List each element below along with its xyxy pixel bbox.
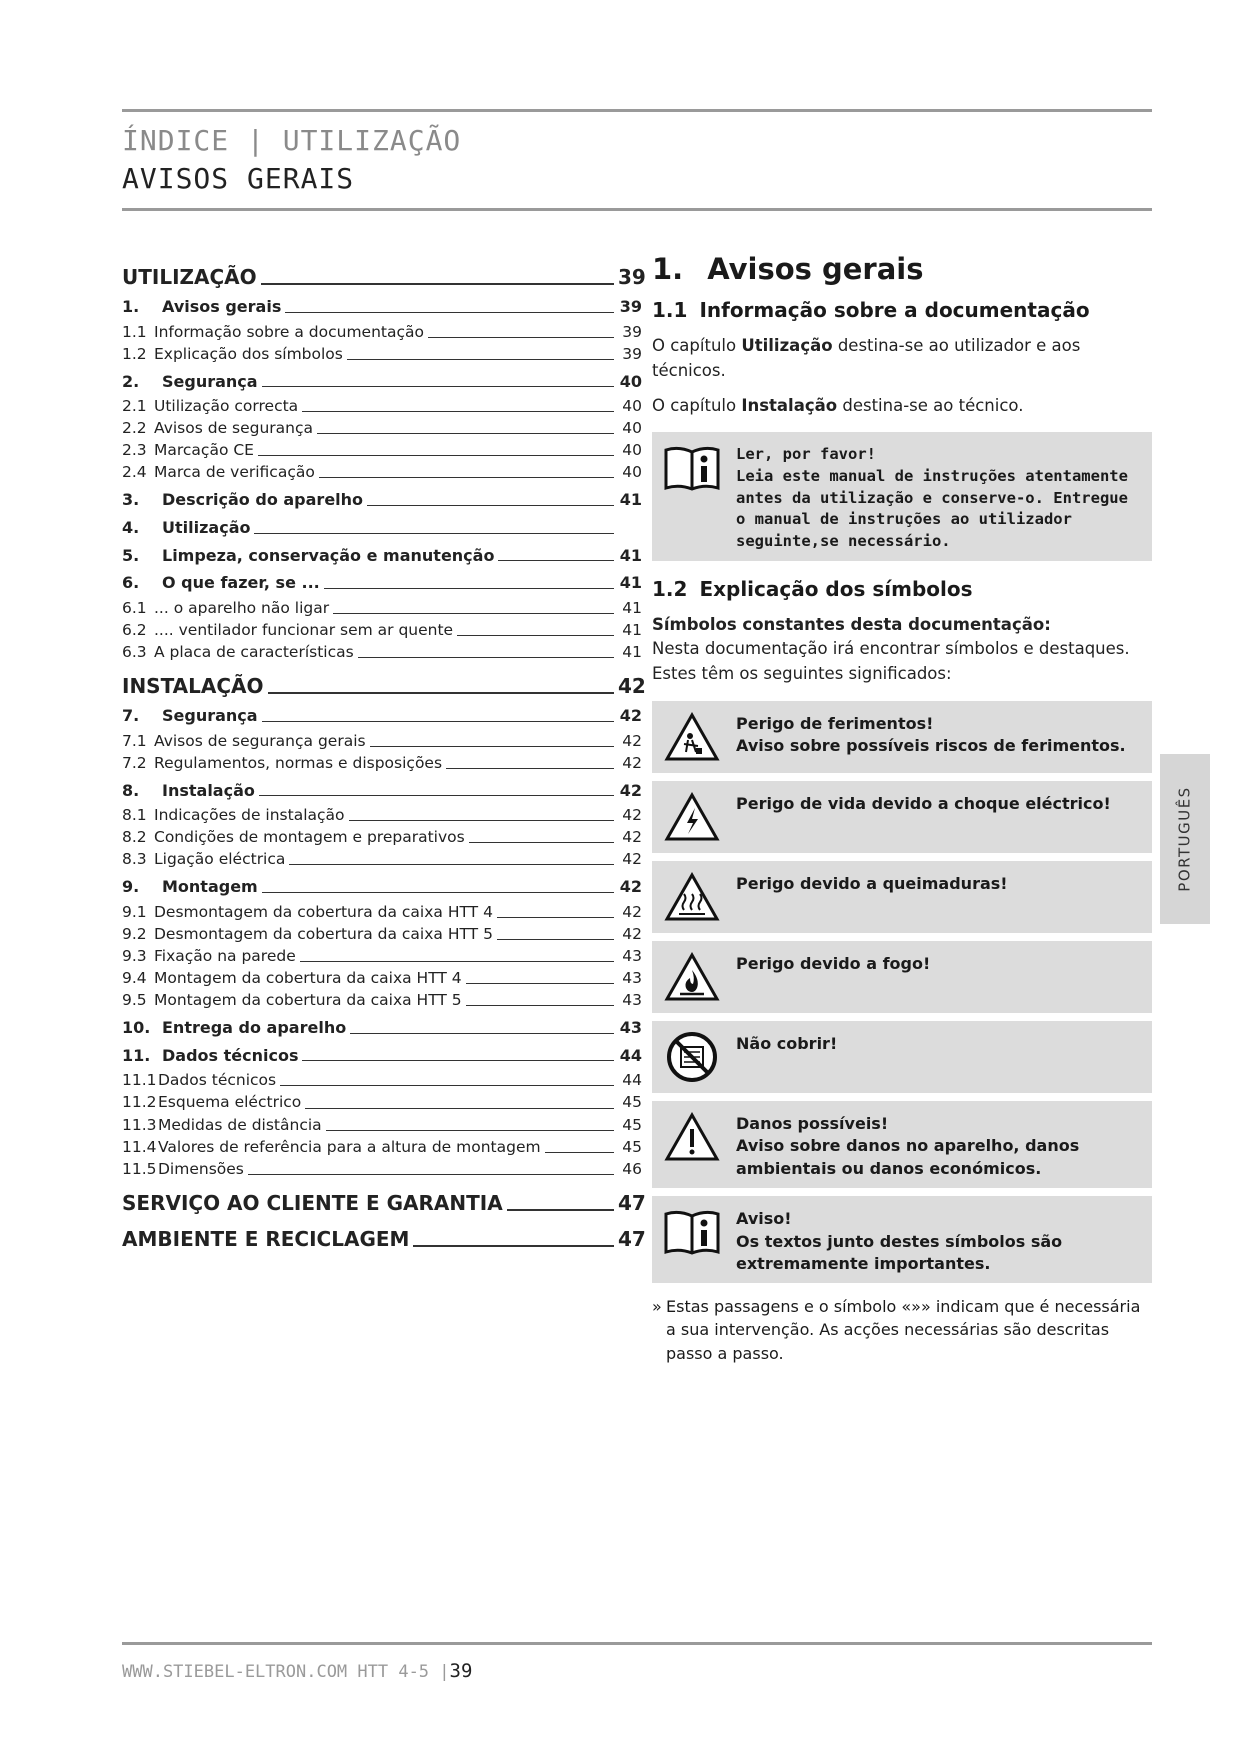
subsection-number: 1.1 (652, 298, 688, 322)
toc-entry (122, 926, 642, 943)
toc-entry-title: Entrega do aparelho (162, 1018, 347, 1038)
toc-entry-page: 44 (619, 1045, 642, 1065)
toc-entry (122, 464, 642, 481)
toc-entry-number: 9.1 (122, 903, 147, 921)
toc-entry (122, 1094, 642, 1111)
toc-entry-number: 9.5 (122, 991, 147, 1010)
text: O capítulo (652, 395, 742, 415)
symbol-title: Perigo devido a fogo! (736, 953, 931, 973)
toc-entry-number: 8.1 (122, 806, 147, 825)
toc-entry (122, 948, 642, 965)
do-not-cover-icon (660, 1029, 724, 1085)
subsection-title: Explicação dos símbolos (699, 576, 973, 601)
toc-entry-page: 45 (622, 1115, 642, 1134)
toc-entry-title: Montagem da cobertura da caixa HTT 5 (154, 991, 462, 1010)
section-heading-1 (652, 252, 1152, 286)
symbol-box (652, 781, 1152, 853)
toc-entry-number: 1.2 (122, 344, 147, 363)
toc-entry-page: 42 (622, 806, 642, 825)
toc-leader-line (289, 864, 614, 865)
page-number: 39 (449, 1660, 473, 1682)
toc-entry (122, 600, 642, 617)
language-tab (1160, 754, 1210, 924)
toc-entry-page: 42 (622, 925, 642, 944)
read-manual-box (652, 432, 1152, 560)
symbol-description: Aviso sobre possíveis riscos de ferimentos. (736, 736, 1126, 756)
toc-entry-title: Montagem (162, 877, 258, 897)
symbol-description: Aviso sobre danos no aparelho, danos ambientais ou danos económicos. (736, 1136, 1080, 1178)
header-title-line1: ÍNDICE | UTILIZAÇÃO (122, 124, 462, 157)
toc-entry-number: 10. (122, 1018, 151, 1038)
toc-leader-line (302, 1060, 614, 1061)
action-marker: » (652, 1297, 662, 1317)
toc-entry-title: SERVIÇO AO CLIENTE E GARANTIA (122, 1190, 503, 1215)
symbol-title: Não cobrir! (736, 1033, 838, 1053)
toc-entry-number: 2.3 (122, 441, 147, 460)
toc-leader-line (262, 892, 614, 893)
toc-entry (122, 673, 646, 698)
text: destina-se ao técnico. (837, 395, 1024, 415)
toc-entry (122, 829, 642, 846)
header-bottom-rule (122, 208, 1152, 211)
toc-entry-title: Dimensões (158, 1159, 244, 1178)
toc-entry-page: 40 (622, 419, 642, 438)
page-footer (122, 1660, 472, 1682)
toc-entry-page: 42 (618, 673, 646, 698)
electric-shock-icon (660, 789, 724, 845)
toc-leader-line (497, 939, 614, 940)
toc-leader-line (317, 433, 614, 434)
toc-entry-page: 42 (619, 877, 642, 897)
toc-leader-line (358, 657, 614, 658)
toc-leader-line (497, 917, 614, 918)
toc-entry-page: 39 (622, 322, 642, 341)
symbol-box (652, 701, 1152, 773)
toc-entry-number: 3. (122, 490, 140, 510)
toc-entry-page: 47 (618, 1226, 646, 1251)
toc-leader-line (259, 795, 614, 796)
symbols-intro: Nesta documentação irá encontrar símbolos e destaques. Estes têm os seguintes significados: (652, 639, 1130, 684)
toc-entry (122, 547, 642, 565)
toc-entry-number: 11.3 (122, 1115, 157, 1134)
toc-leader-line (280, 1085, 614, 1086)
toc-entry (122, 442, 642, 459)
toc-entry-number: 8. (122, 780, 140, 800)
symbol-box (652, 861, 1152, 933)
toc-entry (122, 265, 646, 289)
toc-entry-page: 45 (622, 1137, 642, 1156)
toc-entry-title: Avisos de segurança gerais (154, 731, 366, 750)
injury-warning-icon (660, 709, 724, 765)
toc-entry-number: 2.2 (122, 419, 147, 438)
toc-entry (122, 346, 642, 363)
toc-entry-number: 6.1 (122, 598, 147, 617)
toc-entry (122, 398, 642, 415)
toc-entry (122, 324, 642, 341)
symbol-title: Aviso! (736, 1209, 792, 1229)
toc-entry-number: 7. (122, 705, 140, 725)
toc-leader-line (261, 283, 614, 285)
toc-entry (122, 807, 642, 824)
toc-leader-line (262, 721, 614, 722)
toc-leader-line (268, 692, 614, 694)
toc-entry-number: 9.3 (122, 947, 147, 966)
symbol-text (724, 1109, 1144, 1180)
language-tab-label: PORTUGUÊS (1176, 786, 1194, 892)
toc-entry (122, 1161, 642, 1178)
toc-entry-title: Desmontagem da cobertura da caixa HTT 5 (154, 925, 493, 944)
toc-entry-title: .... ventilador funcionar sem ar quente (154, 620, 454, 639)
toc-entry-title: Regulamentos, normas e disposições (154, 753, 443, 772)
section-title: Avisos gerais (707, 252, 924, 286)
toc-entry (122, 782, 642, 800)
toc-entry-title: ... o aparelho não ligar (154, 598, 330, 617)
text: destina-se ao utilizador e aos técnicos. (652, 336, 1081, 380)
toc-entry (122, 992, 642, 1009)
toc-leader-line (413, 1245, 614, 1247)
toc-entry-title: Dados técnicos (158, 1071, 277, 1090)
toc-leader-line (457, 635, 614, 636)
toc-entry-number: 9. (122, 877, 140, 897)
toc-entry-page: 42 (622, 850, 642, 869)
subsection-title: Informação sobre a documentação (699, 298, 1090, 322)
toc-leader-line (367, 505, 614, 506)
toc-entry-page: 46 (622, 1159, 642, 1178)
toc-entry-page: 40 (622, 441, 642, 460)
toc-entry-page: 41 (622, 642, 642, 661)
toc-entry (122, 574, 642, 592)
toc-leader-line (324, 588, 614, 589)
toc-entry-number: 2.1 (122, 397, 147, 416)
toc-entry (122, 420, 642, 437)
symbol-text (724, 789, 1144, 815)
toc-entry-page: 40 (622, 397, 642, 416)
content-column (652, 252, 1152, 1365)
toc-entry (122, 707, 642, 725)
toc-entry-number: 11.2 (122, 1093, 157, 1112)
toc-entry (122, 970, 642, 987)
toc-entry (122, 373, 642, 391)
toc-leader-line (370, 746, 614, 747)
toc-leader-line (319, 477, 614, 478)
toc-entry-title: O que fazer, se ... (162, 573, 320, 593)
toc-entry-page: 43 (622, 947, 642, 966)
symbol-text (724, 1029, 1144, 1055)
symbol-box (652, 1196, 1152, 1283)
footer-rule (122, 1642, 1152, 1645)
toc-entry-title: Valores de referência para a altura de montagem (158, 1137, 541, 1156)
toc-leader-line (507, 1209, 614, 1211)
toc-entry-number: 8.2 (122, 828, 147, 847)
toc-entry-number: 9.2 (122, 925, 147, 944)
symbol-title: Perigo devido a queimaduras! (736, 873, 1008, 893)
toc-entry-title: Esquema eléctrico (158, 1093, 302, 1112)
toc-entry-title: Descrição do aparelho (162, 490, 364, 510)
symbol-box (652, 1021, 1152, 1093)
subsection-number: 1.2 (652, 576, 688, 601)
paragraph-usage (652, 334, 1152, 384)
paragraph-installation (652, 394, 1152, 419)
bold-text: Instalação (741, 395, 838, 415)
toc-leader-line (498, 560, 614, 561)
toc-entry (122, 733, 642, 750)
toc-entry (122, 491, 642, 509)
symbol-title: Perigo de vida devido a choque eléctrico! (736, 793, 1111, 813)
footer-text: WWW.STIEBEL-ELTRON.COM HTT 4-5 | (122, 1662, 450, 1682)
toc-entry-number: 11.4 (122, 1137, 157, 1156)
toc-entry-page: 41 (619, 573, 642, 593)
toc-entry-title: Segurança (162, 371, 258, 391)
toc-entry-page: 40 (622, 463, 642, 482)
symbol-text (724, 1204, 1144, 1275)
toc-entry-title: Instalação (162, 780, 255, 800)
toc-entry (122, 1019, 642, 1037)
toc-leader-line (333, 613, 614, 614)
toc-entry-title: Limpeza, conservação e manutenção (162, 545, 495, 565)
subsection-heading-1-2 (652, 577, 1152, 601)
toc-entry-page: 45 (622, 1093, 642, 1112)
toc-entry-page: 43 (619, 1018, 642, 1038)
toc-entry (122, 755, 642, 772)
toc-entry-title: Ligação eléctrica (154, 850, 286, 869)
toc-entry-title: Marcação CE (154, 441, 254, 460)
toc-entry-number: 6.3 (122, 642, 147, 661)
toc-leader-line (466, 983, 614, 984)
toc-leader-line (248, 1174, 614, 1175)
toc-entry-page: 42 (619, 705, 642, 725)
toc-entry (122, 1072, 642, 1089)
symbol-title: Perigo de ferimentos! (736, 713, 934, 733)
toc-entry (122, 1117, 642, 1134)
toc-leader-line (254, 533, 614, 534)
general-warning-icon (660, 1109, 724, 1165)
toc-entry-title: Segurança (162, 705, 258, 725)
toc-entry-number: 1.1 (122, 322, 147, 341)
toc-entry-page: 39 (622, 344, 642, 363)
symbol-title: Danos possíveis! (736, 1113, 889, 1133)
read-manual-line2: Leia este manual de instruções atentamente antes da utilização e conserve-o. Entregue o manual de instruções ao utilizador seguinte,se necessário. (736, 466, 1128, 550)
toc-entry-number: 9.4 (122, 969, 147, 988)
toc-entry-title: Dados técnicos (162, 1045, 299, 1065)
toc-entry-title: INSTALAÇÃO (122, 673, 264, 698)
toc-entry-number: 7.2 (122, 753, 147, 772)
burn-hazard-icon (660, 869, 724, 925)
text: O capítulo (652, 336, 742, 355)
toc-entry-page: 41 (622, 598, 642, 617)
toc-leader-line (302, 411, 614, 412)
toc-entry-number: 1. (122, 297, 140, 316)
header-title-line2: AVISOS GERAIS (122, 162, 355, 195)
toc-leader-line (347, 359, 614, 360)
toc-entry-title: Informação sobre a documentação (154, 322, 424, 341)
fire-hazard-icon (660, 949, 724, 1005)
toc-entry (122, 1139, 642, 1156)
toc-entry (122, 878, 642, 896)
toc-entry-title: Utilização correcta (154, 397, 299, 416)
toc-entry-page: 43 (622, 969, 642, 988)
toc-entry-number: 8.3 (122, 850, 147, 869)
toc-entry-title: Montagem da cobertura da caixa HTT 4 (154, 969, 462, 988)
toc-entry (122, 1226, 646, 1251)
toc-entry-number: 6.2 (122, 620, 147, 639)
toc-entry-page: 41 (622, 620, 642, 639)
toc-entry-number: 11.1 (122, 1071, 157, 1090)
toc-entry-title: Condições de montagem e preparativos (154, 828, 465, 847)
toc-leader-line (326, 1130, 614, 1131)
toc-entry-page: 41 (619, 490, 642, 510)
toc-entry-number: 7.1 (122, 731, 147, 750)
toc-entry-title: Fixação na parede (154, 947, 296, 966)
toc-entry-page: 40 (619, 371, 642, 391)
toc-leader-line (350, 1033, 614, 1034)
toc-entry-page: 42 (622, 731, 642, 750)
action-note-text: Estas passagens e o símbolo «»» indicam que é necessária a sua intervenção. As acções necessárias são descritas passo a passo. (666, 1297, 1141, 1363)
symbol-list (652, 701, 1152, 1283)
toc-entry-page: 42 (622, 828, 642, 847)
symbol-text (724, 709, 1144, 758)
toc-leader-line (262, 386, 614, 387)
toc-entry (122, 1047, 642, 1065)
toc-entry-page: 43 (622, 991, 642, 1010)
toc-leader-line (349, 820, 615, 821)
toc-entry-title: UTILIZAÇÃO (122, 265, 257, 289)
symbol-text (724, 869, 1144, 895)
toc-leader-line (446, 768, 614, 769)
toc-entry (122, 1190, 646, 1215)
toc-leader-line (545, 1152, 614, 1153)
symbol-box (652, 1101, 1152, 1188)
toc-entry-number: 2. (122, 371, 140, 391)
toc-leader-line (428, 337, 614, 338)
toc-entry-title: Indicações de instalação (154, 806, 345, 825)
toc-entry-page: 39 (619, 297, 642, 316)
symbol-box (652, 941, 1152, 1013)
toc-entry-title: Desmontagem da cobertura da caixa HTT 4 (154, 903, 493, 921)
toc-entry-number: 11. (122, 1045, 151, 1065)
subsection-heading-1-1 (652, 298, 1152, 322)
symbols-heading: Símbolos constantes desta documentação: (652, 614, 1051, 634)
top-rule (122, 109, 1152, 112)
toc-entry-title: Avisos de segurança (154, 419, 314, 438)
toc-entry-page: 44 (622, 1071, 642, 1090)
toc-entry-number: 2.4 (122, 463, 147, 482)
symbol-description: Os textos junto destes símbolos são extremamente importantes. (736, 1231, 1063, 1273)
toc-entry (122, 519, 642, 537)
toc-entry (122, 622, 642, 639)
toc-entry (122, 298, 642, 316)
toc-entry-title: Marca de verificação (154, 463, 315, 482)
toc-entry-page: 41 (619, 545, 642, 565)
toc-leader-line (285, 312, 614, 313)
info-book-icon (660, 1204, 724, 1260)
toc-entry-title: Explicação dos símbolos (154, 344, 343, 363)
action-note (652, 1295, 1152, 1365)
toc-leader-line (469, 842, 614, 843)
info-book-icon (660, 440, 724, 496)
toc-entry (122, 851, 642, 868)
bold-text: Utilização (741, 336, 833, 355)
toc-leader-line (466, 1005, 614, 1006)
toc-entry-title: A placa de características (154, 642, 354, 661)
toc-entry-number: 4. (122, 518, 140, 538)
toc-entry-page: 42 (622, 753, 642, 772)
toc-entry-page: 42 (619, 780, 642, 800)
toc-entry-title: Avisos gerais (162, 297, 282, 316)
read-manual-line1: Ler, por favor! (736, 445, 876, 464)
toc-entry (122, 644, 642, 661)
toc-leader-line (305, 1108, 614, 1109)
toc-entry-page: 42 (622, 903, 642, 921)
toc-entry-number: 5. (122, 545, 140, 565)
toc-leader-line (258, 455, 614, 456)
toc-leader-line (300, 961, 614, 962)
toc-entry-number: 11.5 (122, 1159, 157, 1178)
section-number: 1. (652, 252, 684, 286)
toc-entry (122, 904, 642, 921)
toc-entry-number: 6. (122, 573, 140, 593)
toc-entry-page: 47 (618, 1190, 646, 1215)
toc-entry-title: AMBIENTE E RECICLAGEM (122, 1226, 410, 1251)
table-of-contents (122, 252, 646, 1260)
symbol-text (724, 949, 1144, 975)
toc-entry-page: 39 (618, 265, 646, 289)
toc-entry-title: Utilização (162, 518, 251, 538)
toc-entry-title: Medidas de distância (158, 1115, 322, 1134)
read-manual-text (724, 440, 1144, 552)
